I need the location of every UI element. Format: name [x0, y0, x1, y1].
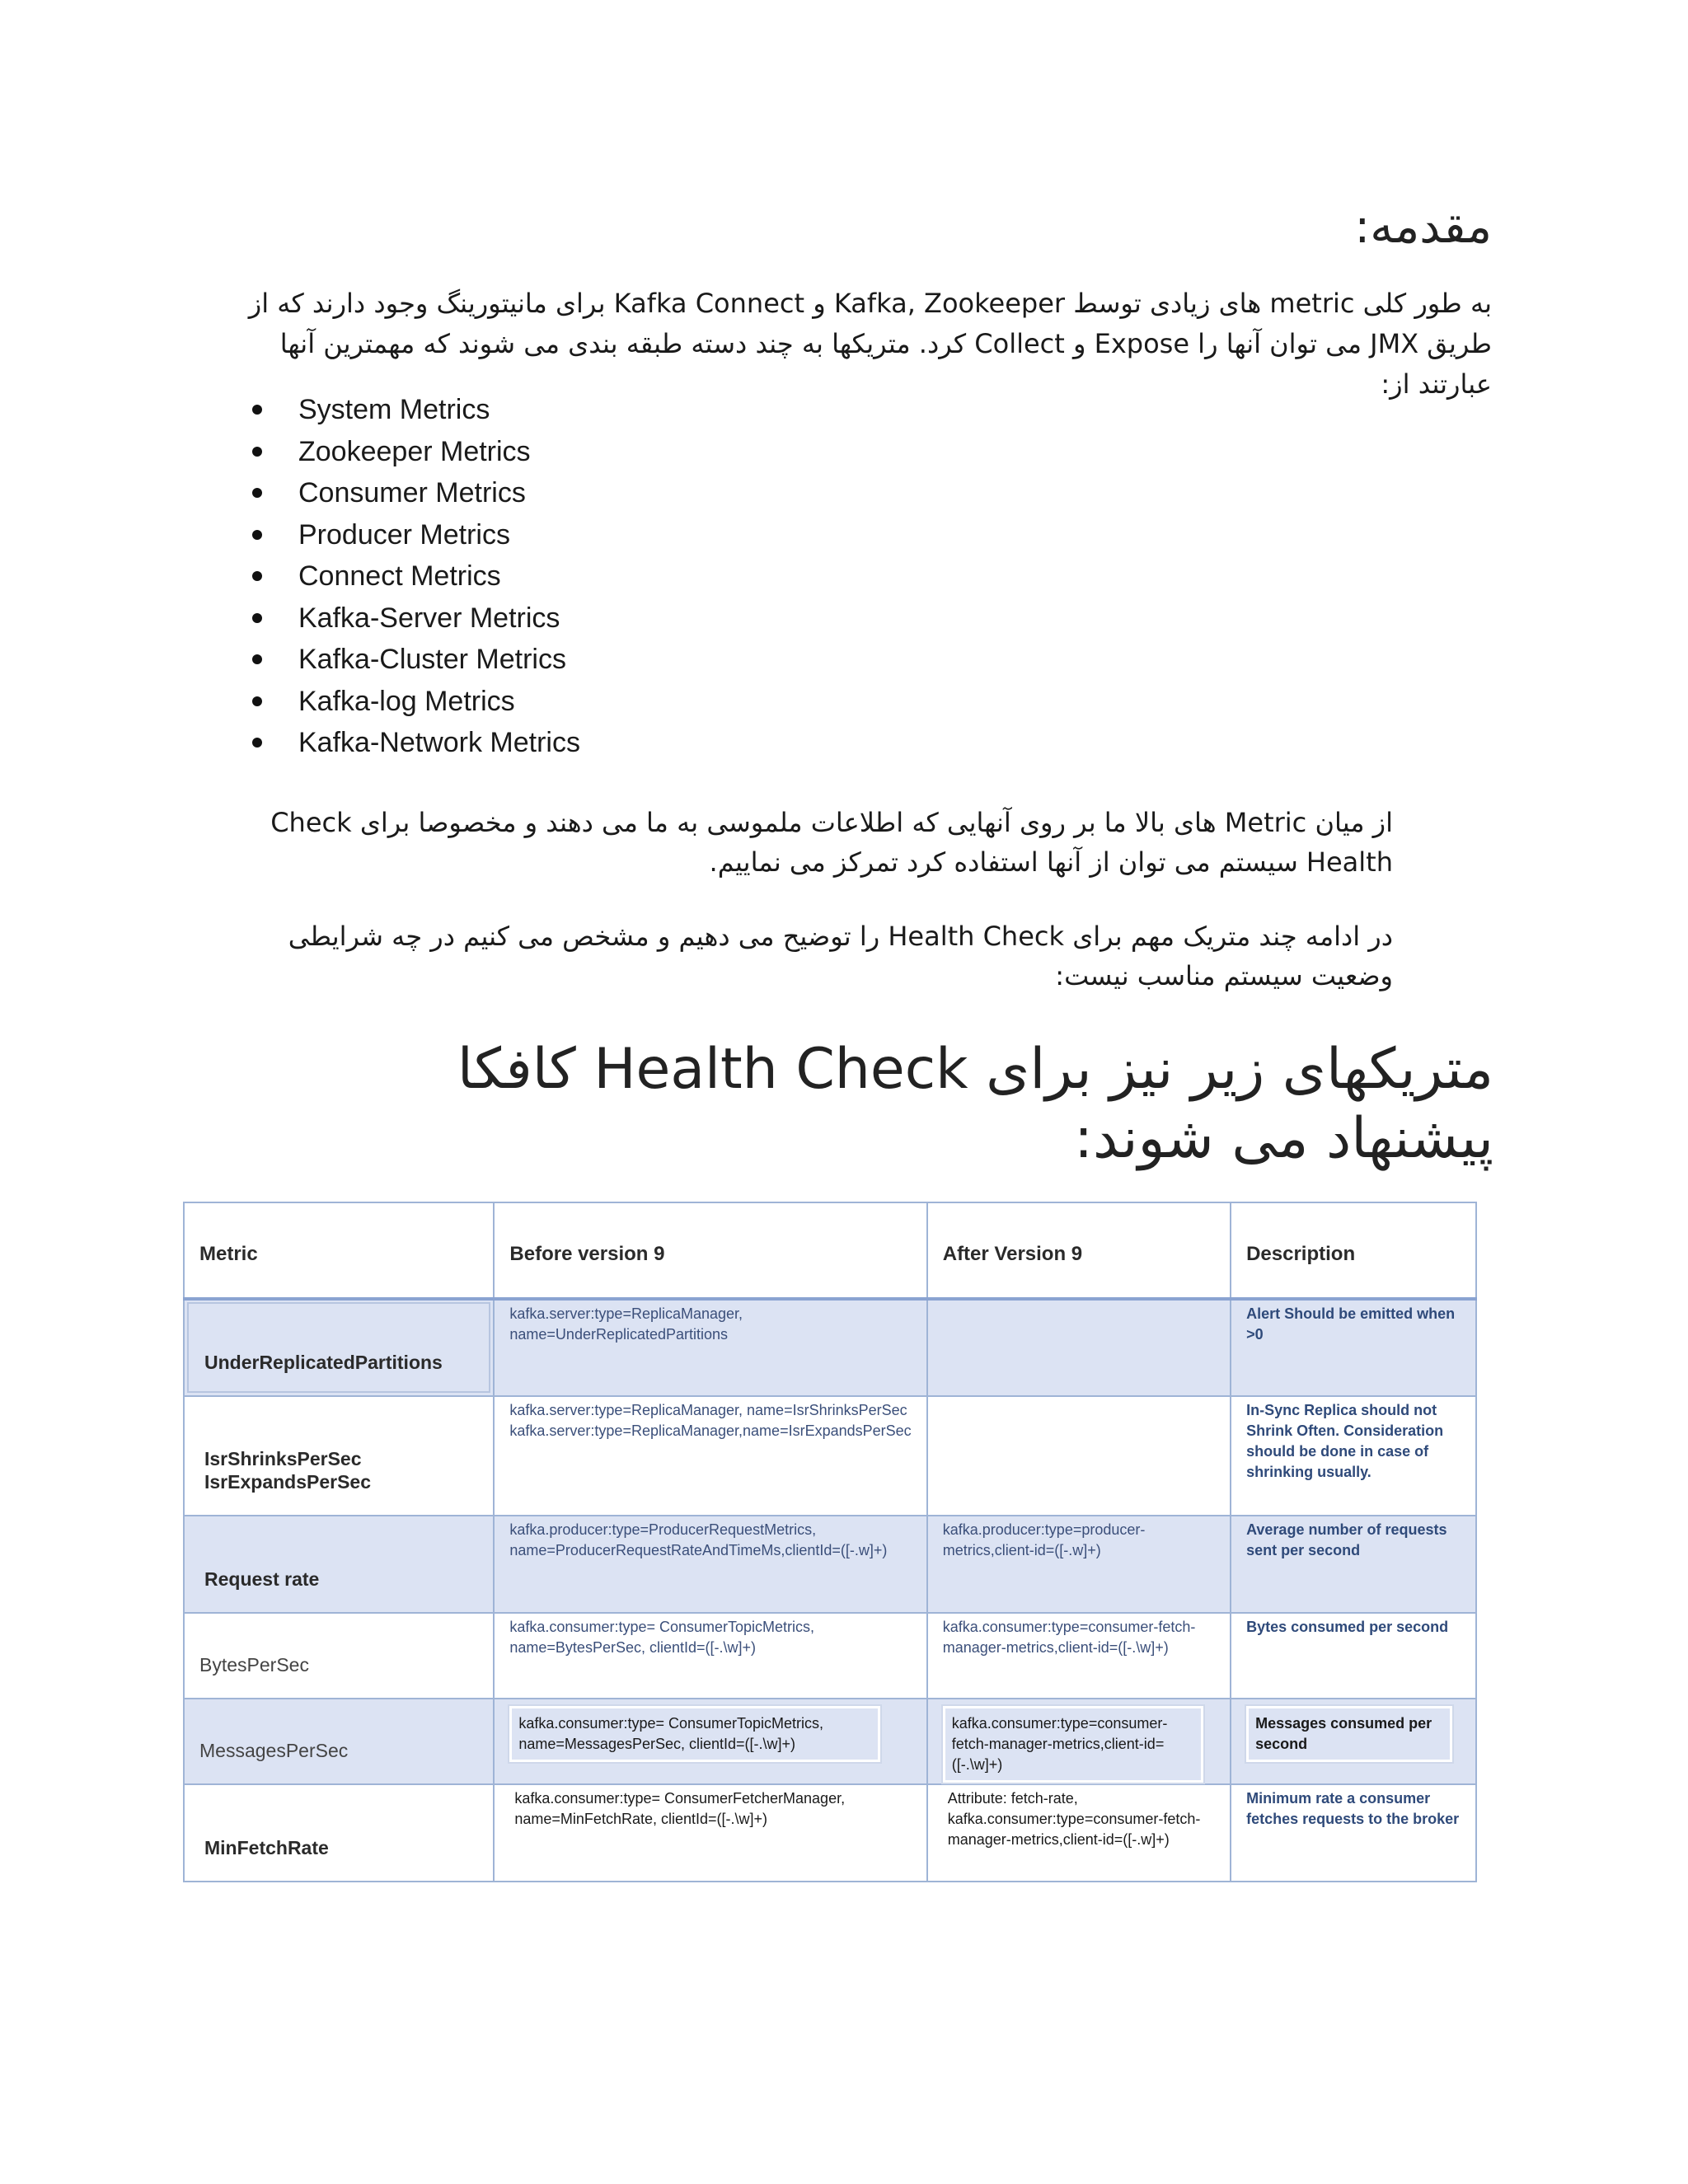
description-cell — [1231, 1299, 1476, 1396]
bullet-icon — [252, 571, 262, 581]
metric-name: BytesPerSec — [199, 1654, 309, 1675]
metric-name-cell — [184, 1784, 494, 1882]
before-version-cell — [494, 1699, 926, 1784]
description-cell — [1231, 1613, 1476, 1699]
bullet-icon — [252, 530, 262, 540]
mbean-text: kafka.consumer:type=consumer-fetch-manager-metrics,client-id=([-.\w]+) — [943, 1706, 1203, 1783]
intro-paragraph: به طور کلی metric های زیادی توسط Kafka, Zookeeper و Kafka Connect برای مانیتورینگ وجود دارند که از طریق JMX می توان آنها را Expose و Collect کرد. متریکها به چند دسته طبقه بندی می شوند که مهمترین آنها عبارتند از: — [248, 288, 1492, 400]
metric-name-cell — [184, 1516, 494, 1613]
description-text: Messages consumed per second — [1246, 1706, 1452, 1762]
header-after-version: After Version 9 — [927, 1202, 1231, 1299]
after-version-cell — [927, 1613, 1231, 1699]
after-version-cell — [927, 1516, 1231, 1613]
mbean-text: kafka.producer:type=ProducerRequestMetrics, name=ProducerRequestRateAndTimeMs,clientId=([-.w]+) — [509, 1521, 888, 1558]
before-version-cell — [494, 1396, 926, 1516]
mbean-text: kafka.producer:type=producer-metrics,client-id=([-.w]+) — [942, 1521, 1146, 1558]
description-text: Minimum rate a consumer fetches requests to the broker — [1246, 1790, 1460, 1827]
metric-name-cell — [184, 1699, 494, 1784]
after-version-cell — [927, 1396, 1231, 1516]
mbean-text: kafka.server:type=ReplicaManager, name=UnderReplicatedPartitions — [509, 1305, 743, 1343]
mbean-text: kafka.consumer:type= ConsumerTopicMetrics, name=BytesPerSec, clientId=([-.\w]+) — [509, 1619, 815, 1656]
bullet-icon — [252, 654, 262, 664]
before-version-cell — [494, 1613, 926, 1699]
description-cell — [1231, 1699, 1476, 1784]
table-row — [184, 1613, 1476, 1699]
after-version-cell — [927, 1699, 1231, 1784]
intro-heading: مقدمه: — [1354, 200, 1492, 254]
header-description: Description — [1231, 1202, 1476, 1299]
metric-name: IsrShrinksPerSec IsrExpandsPerSec — [204, 1448, 372, 1493]
metric-name-cell — [184, 1613, 494, 1699]
metric-name-cell — [184, 1396, 494, 1516]
table-row — [184, 1299, 1476, 1396]
list-item: Kafka-Network Metrics — [247, 722, 580, 764]
metric-name: MessagesPerSec — [199, 1740, 349, 1761]
description-text: In-Sync Replica should not Shrink Often. Consideration should be done in case of shrinking usually. — [1246, 1402, 1444, 1480]
bullet-icon — [252, 488, 262, 498]
list-item: Kafka-Cluster Metrics — [247, 639, 580, 681]
metric-categories-list — [247, 389, 580, 764]
metric-name: Request rate — [204, 1568, 320, 1590]
description-text: Bytes consumed per second — [1246, 1619, 1449, 1635]
list-item: Kafka-log Metrics — [247, 681, 580, 723]
health-check-paragraph-1: از میان Metric های بالا ما بر روی آنهایی که اطلاعات ملموسی به ما می دهند و مخصوصا برای Check Health سیستم می توان از آنها استفاده کرد تمرکز می نماییم. — [270, 807, 1393, 878]
metrics-table — [183, 1202, 1477, 1882]
table-row — [184, 1699, 1476, 1784]
health-check-paragraph-2: در ادامه چند متریک مهم برای Health Check را توضیح می دهیم و مشخص می کنیم در چه شرایطی وضعیت سیستم مناسب نیست: — [288, 921, 1393, 991]
list-item: Producer Metrics — [247, 514, 580, 556]
header-metric: Metric — [184, 1202, 494, 1299]
list-item: System Metrics — [247, 389, 580, 431]
list-item: Consumer Metrics — [247, 472, 580, 514]
bullet-icon — [252, 696, 262, 706]
table-row — [184, 1516, 1476, 1613]
after-version-cell — [927, 1784, 1231, 1882]
mbean-text: kafka.consumer:type=consumer-fetch-manager-metrics,client-id=([-.\w]+) — [942, 1619, 1196, 1656]
mbean-text: Attribute: fetch-rate, kafka.consumer:type=consumer-fetch-manager-metrics,client-id=([-.w]+) — [947, 1790, 1201, 1848]
before-version-cell — [494, 1784, 926, 1882]
description-text: Alert Should be emitted when >0 — [1246, 1305, 1456, 1343]
before-version-cell — [494, 1299, 926, 1396]
section-heading: متریکهای زیر نیز برای Health Check کافکا پیشنهاد می شوند: — [457, 1037, 1493, 1171]
description-cell — [1231, 1784, 1476, 1882]
list-item: Connect Metrics — [247, 555, 580, 598]
description-cell — [1231, 1516, 1476, 1613]
table-row — [184, 1784, 1476, 1882]
before-version-cell — [494, 1516, 926, 1613]
description-cell — [1231, 1396, 1476, 1516]
table-header-row — [184, 1202, 1476, 1299]
metric-name: UnderReplicatedPartitions — [204, 1352, 443, 1373]
list-item: Zookeeper Metrics — [247, 431, 580, 473]
mbean-text: kafka.consumer:type= ConsumerFetcherManager, name=MinFetchRate, clientId=([-.\w]+) — [514, 1790, 846, 1827]
table-row — [184, 1396, 1476, 1516]
bullet-icon — [252, 613, 262, 623]
description-text: Average number of requests sent per second — [1246, 1521, 1447, 1558]
list-item: Kafka-Server Metrics — [247, 598, 580, 640]
metric-name-cell — [184, 1299, 494, 1396]
header-before-version: Before version 9 — [494, 1202, 926, 1299]
bullet-icon — [252, 447, 262, 457]
mbean-text: kafka.server:type=ReplicaManager, name=IsrShrinksPerSec kafka.server:type=ReplicaManager,name=IsrExpandsPerSec — [509, 1402, 912, 1439]
bullet-icon — [252, 405, 262, 415]
metric-name: MinFetchRate — [204, 1837, 329, 1858]
mbean-text: kafka.consumer:type= ConsumerTopicMetrics, name=MessagesPerSec, clientId=([-.\w]+) — [509, 1706, 880, 1762]
after-version-cell — [927, 1299, 1231, 1396]
bullet-icon — [252, 738, 262, 748]
